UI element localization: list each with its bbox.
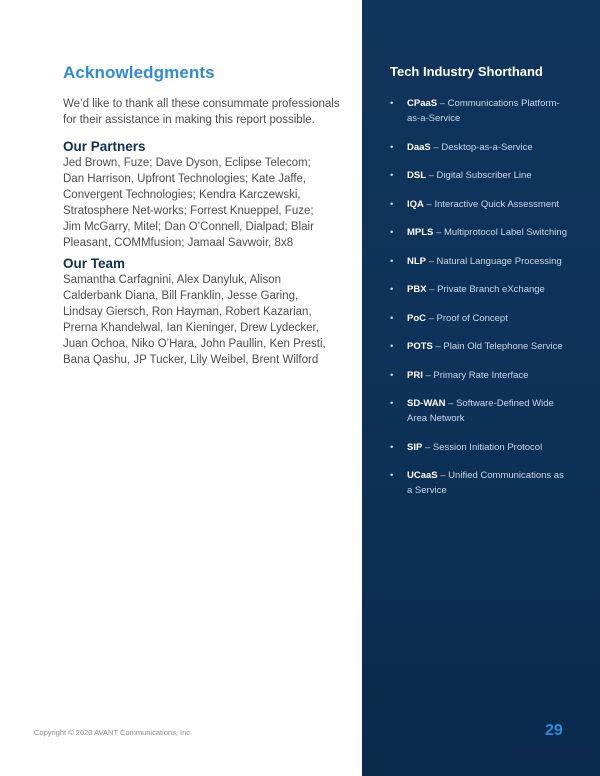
term-abbr: PRI [407,369,423,381]
term-abbr: SD-WAN [407,398,446,409]
term-pbx [388,282,568,297]
term-abbr: POTS [407,341,433,352]
term-definition: – Proof of Concept [426,312,508,324]
bullet: • [390,170,394,181]
term-abbr: PBX [407,284,427,295]
term-abbr: PoC [407,312,426,324]
term-sd-wan [388,396,568,426]
term-sip [388,440,568,455]
shorthand-list [388,96,568,512]
term-definition: – Software-Defined Wide Area Network [407,398,554,424]
bullet: • [390,369,394,381]
term-definition: – Natural Language Processing [426,255,562,267]
term-nlp [388,254,568,269]
term-definition: – Plain Old Telephone Service [432,341,563,352]
term-definition: – Session Initiation Protocol [422,441,543,453]
term-definition: – Desktop-as-a-Service [430,141,533,153]
term-abbr: CPaaS [407,98,438,109]
term-definition: – Communications Platform-as-a-Service [407,98,560,124]
bullet: • [390,312,394,324]
term-iqa [388,197,568,212]
term-cpaas [388,96,568,126]
bullet: • [390,198,394,210]
term-abbr: NLP [407,255,426,267]
bullet: • [390,98,394,109]
bullet: • [390,441,394,453]
intro-text: We’d like to thank all these consummate professionals for their assistance in making this report possible. [63,98,340,126]
team-list: Samantha Carfagnini, Alex Danyluk, Alison Calderbank Diana, Bill Franklin, Jesse Garing, Lindsay Giersch, Ron Hayman, Robert Kazarian, Prerna Khandelwal, Ian Kieninger, Drew Lydecker, Juan Ochoa, Niko O’Hara, John Paullin, Ken Presti, Bana Qashu, JP Tucker, Lily Weibel, Brent Wilford [63,274,326,366]
bullet: • [390,227,394,238]
partners-list: Jed Brown, Fuze; Dave Dyson, Eclipse Telecom; Dan Harrison, Upfront Technologies; Kate Jaffe, Convergent Technologies; Kendra Karczewski, Stratosphere Net-works; Forrest Knueppel, Fuze; Jim McGarry, Mitel; Dan O’Connell, Dialpad; Blair Pleasant, COMMfusion; Jamaal Savwoir, 8x8 [63,157,314,249]
sidebar-title: Tech Industry Shorthand [390,64,543,79]
term-pri [388,368,568,383]
term-poc [388,311,568,326]
term-definition: – Private Branch eXchange [426,284,545,295]
bullet: • [390,470,394,481]
team-heading: Our Team [63,256,126,271]
page-title: Acknowledgments [63,63,215,82]
bullet: • [390,255,394,267]
term-abbr: DSL [407,170,426,181]
copyright-footer: Copyright © 2020 AVANT Communications, Inc. [34,728,193,737]
term-daas [388,140,568,155]
term-ucaas [388,468,568,498]
term-abbr: IQA [407,198,424,210]
term-dsl [388,168,568,183]
term-mpls [388,225,568,240]
term-abbr: DaaS [407,141,431,153]
bullet: • [390,141,394,153]
term-definition: – Digital Subscriber Line [426,170,532,181]
term-definition: – Unified Communications as a Service [407,470,564,496]
term-abbr: UCaaS [407,470,438,481]
bullet: • [390,284,394,295]
term-definition: – Multiprotocol Label Switching [433,227,567,238]
page-number: 29 [545,722,563,739]
term-definition: – Primary Rate Interface [422,369,529,381]
partners-heading: Our Partners [63,139,146,154]
bullet: • [390,341,394,352]
term-abbr: MPLS [407,227,434,238]
term-abbr: SIP [407,441,423,453]
term-pots [388,339,568,354]
bullet: • [390,398,394,409]
term-definition: – Interactive Quick Assessment [423,198,560,210]
